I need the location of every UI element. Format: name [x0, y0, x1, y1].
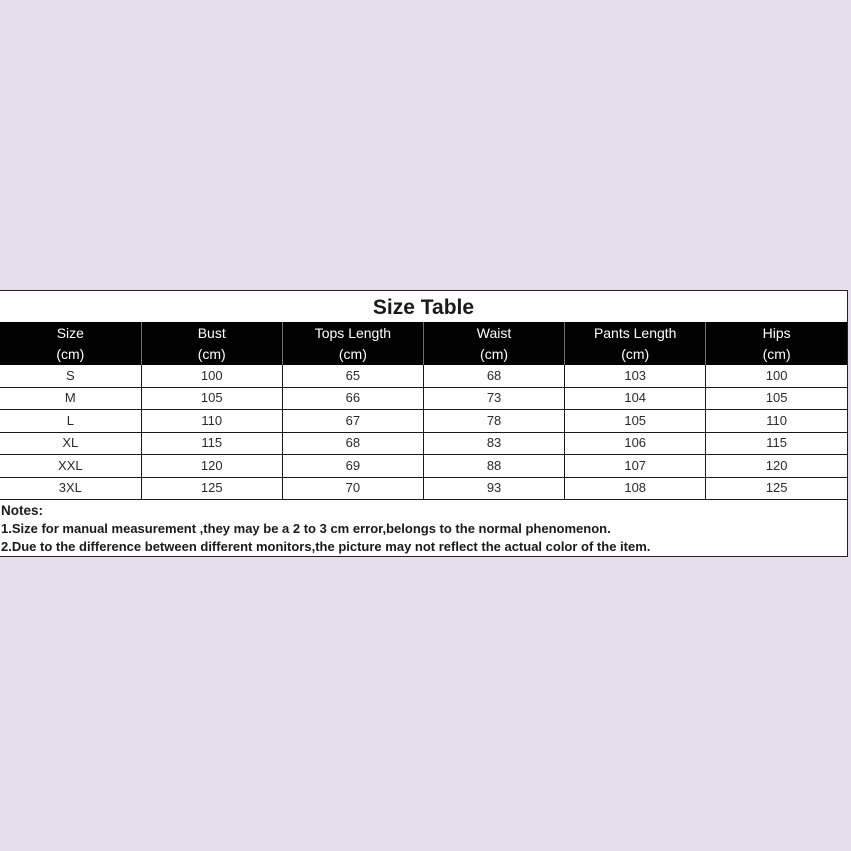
column-header-pants-length — [565, 322, 706, 365]
column-unit: (cm) — [762, 345, 791, 362]
cell-size: M — [0, 387, 141, 410]
table-row — [0, 365, 847, 387]
column-unit: (cm) — [197, 345, 226, 362]
column-name: Waist — [476, 324, 512, 341]
column-name: Bust — [197, 324, 226, 341]
cell-pants-length: 108 — [565, 477, 706, 500]
cell-tops-length: 69 — [282, 455, 423, 478]
title-row — [0, 291, 847, 322]
header-row — [0, 322, 847, 365]
column-name: Tops Length — [314, 324, 392, 341]
cell-pants-length: 106 — [565, 432, 706, 455]
cell-tops-length: 65 — [282, 365, 423, 387]
cell-size: L — [0, 410, 141, 433]
cell-pants-length: 103 — [565, 365, 706, 387]
cell-tops-length: 66 — [282, 387, 423, 410]
column-name: Size — [56, 324, 84, 341]
cell-size: S — [0, 365, 141, 387]
cell-tops-length: 67 — [282, 410, 423, 433]
cell-bust: 115 — [141, 432, 282, 455]
size-table-card — [0, 290, 848, 557]
column-name: Pants Length — [593, 324, 677, 341]
table-row — [0, 410, 847, 433]
cell-bust: 120 — [141, 455, 282, 478]
column-header-hips — [706, 322, 847, 365]
column-name: Hips — [762, 324, 791, 341]
cell-hips: 120 — [706, 455, 847, 478]
cell-size: XL — [0, 432, 141, 455]
column-unit: (cm) — [480, 345, 509, 362]
cell-pants-length: 105 — [565, 410, 706, 433]
column-header-waist — [423, 322, 564, 365]
cell-bust: 125 — [141, 477, 282, 500]
cell-hips: 105 — [706, 387, 847, 410]
note-item: 2.Due to the difference between different monitors,the picture may not reflect the actual color of the item. — [1, 539, 651, 554]
column-header-size — [0, 322, 141, 365]
table-row — [0, 477, 847, 500]
cell-waist: 88 — [423, 455, 564, 478]
table-row — [0, 432, 847, 455]
cell-waist: 93 — [423, 477, 564, 500]
column-unit: (cm) — [56, 345, 85, 362]
column-unit: (cm) — [338, 345, 367, 362]
cell-size: 3XL — [0, 477, 141, 500]
size-table — [0, 322, 847, 500]
cell-hips: 100 — [706, 365, 847, 387]
note-item: 1.Size for manual measurement ,they may be a 2 to 3 cm error,belongs to the normal phenomenon. — [1, 521, 611, 536]
cell-pants-length: 104 — [565, 387, 706, 410]
column-header-bust — [141, 322, 282, 365]
cell-pants-length: 107 — [565, 455, 706, 478]
table-row — [0, 455, 847, 478]
size-table-title: Size Table — [372, 295, 475, 319]
cell-bust: 110 — [141, 410, 282, 433]
cell-bust: 100 — [141, 365, 282, 387]
column-unit: (cm) — [621, 345, 650, 362]
cell-tops-length: 70 — [282, 477, 423, 500]
cell-waist: 68 — [423, 365, 564, 387]
cell-tops-length: 68 — [282, 432, 423, 455]
cell-hips: 115 — [706, 432, 847, 455]
column-header-tops-length — [282, 322, 423, 365]
cell-size: XXL — [0, 455, 141, 478]
cell-waist: 78 — [423, 410, 564, 433]
cell-hips: 125 — [706, 477, 847, 500]
notes-title: Notes: — [1, 503, 44, 518]
cell-bust: 105 — [141, 387, 282, 410]
table-row — [0, 387, 847, 410]
notes-section — [0, 500, 847, 556]
cell-waist: 73 — [423, 387, 564, 410]
cell-hips: 110 — [706, 410, 847, 433]
cell-waist: 83 — [423, 432, 564, 455]
